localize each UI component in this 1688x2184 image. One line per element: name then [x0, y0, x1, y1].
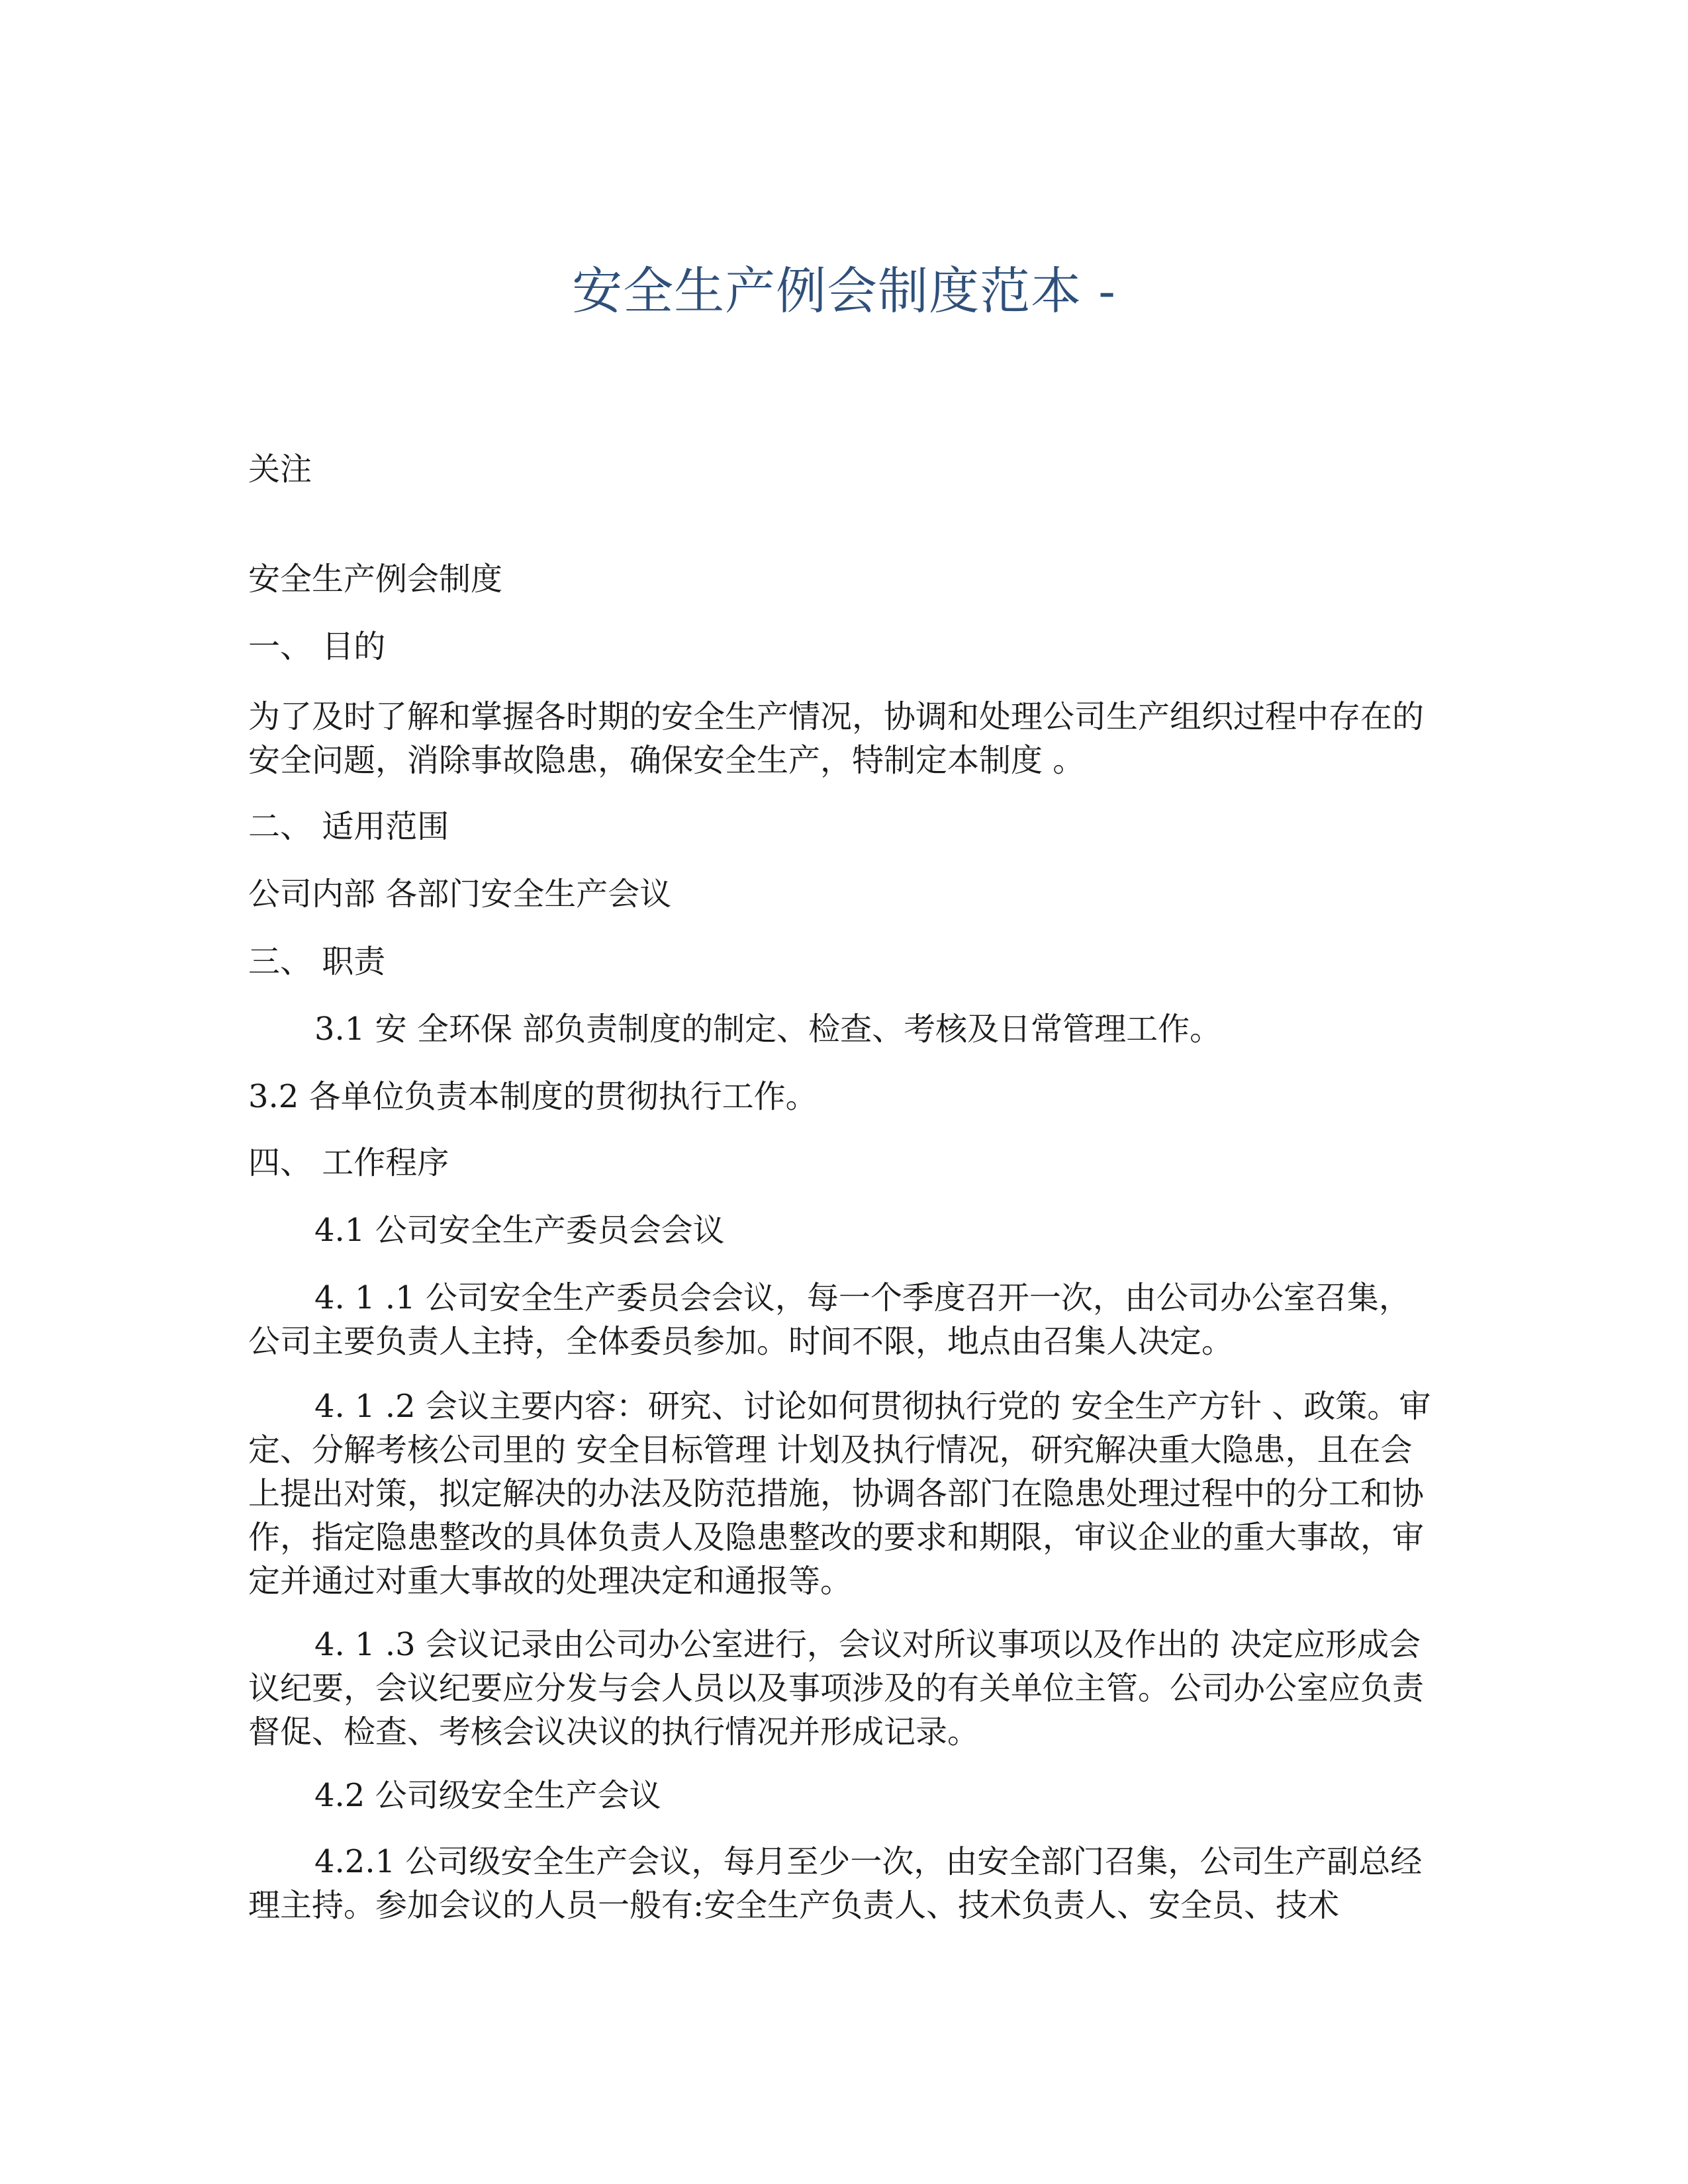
paragraph-scope: 公司内部 各部门安全生产会议	[248, 876, 672, 913]
document-title: 安全生产例会制度范本 -	[572, 261, 1116, 320]
paragraph-4-1-2: 4. 1 .2 会议主要内容：研究、讨论如何贯彻执行党的 安全生产方针 、政策。审定、分解考核公司里的 安全目标管理 计划及执行情况，研究解决重大隐患，且在会上提出对策，拟定解决的办法及防范措施，协调各部门在隐患处理过程中的分工和协作，指定隐患整改的具体负责人及隐患整改的要求和期限，审议企业的重大事故，审定并通过对重大事故的处理决定和通报等。	[248, 1388, 1431, 1600]
paragraph-4-1-3: 4. 1 .3 会议记录由公司办公室进行，会议对所议事项以及作出的 决定应形成会议纪要，会议纪要应分发与会人员以及事项涉及的有关单位主管。公司办公室应负责督促、检查、考核会议决议的执行情况并形成记录。	[248, 1626, 1425, 1751]
paragraph-duty-3-1: 3.1 安 全环保 部负责制度的制定、检查、考核及日常管理工作。	[314, 1011, 1222, 1048]
section-heading-scope: 二、 适用范围	[248, 808, 449, 845]
paragraph-4-2-1: 4.2.1 公司级安全生产会议，每月至少一次，由安全部门召集，公司生产副总经理主持。参加会议的人员一般有:安全生产负责人、技术负责人、安全员、技术	[248, 1843, 1423, 1924]
paragraph-4-2: 4.2 公司级安全生产会议	[314, 1777, 661, 1814]
section-heading-procedure: 四、 工作程序	[248, 1144, 449, 1181]
paragraph-purpose: 为了及时了解和掌握各时期的安全生产情况，协调和处理公司生产组织过程中存在的安全问题，消除事故隐患，确保安全生产，特制定本制度 。	[248, 698, 1425, 779]
paragraph-duty-3-2: 3.2 各单位负责本制度的贯彻执行工作。	[248, 1078, 818, 1115]
section-heading-purpose: 一、 目的	[248, 628, 386, 665]
section-heading-duties: 三、 职责	[248, 943, 386, 980]
paragraph-subtitle: 安全生产例会制度	[248, 561, 503, 598]
paragraph-4-1-1: 4. 1 .1 公司安全生产委员会会议，每一个季度召开一次，由公司办公室召集，公司主要负责人主持，全体委员参加。时间不限，地点由召集人决定。	[248, 1279, 1411, 1360]
paragraph-4-1: 4.1 公司安全生产委员会会议	[314, 1212, 725, 1249]
paragraph-follow: 关注	[248, 451, 312, 488]
